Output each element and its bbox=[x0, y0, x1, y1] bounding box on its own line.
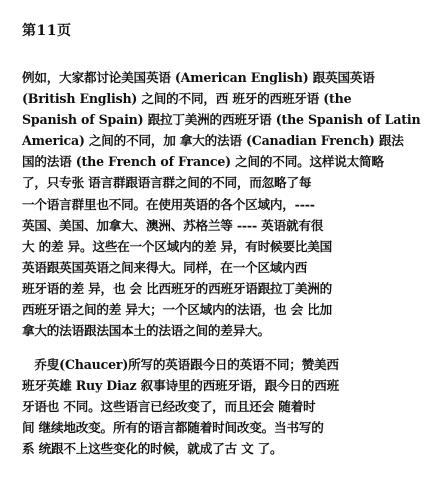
text-line: 英语跟英国英语之间来得大。同样，在一个区域内西 bbox=[22, 259, 308, 275]
text-line: 班牙语的差 异，也 会 比西班牙的西班牙语跟拉丁美洲的 bbox=[22, 280, 333, 296]
text-line: 大 的差 异。这些在一个区域内的差 异，有时候要比美国 bbox=[22, 238, 333, 254]
text-line: Spanish of Spain) 跟拉丁美洲的西班牙语 (the Spanish of Latin bbox=[22, 112, 421, 128]
paragraph-1 bbox=[22, 67, 421, 341]
text-line: 系 统跟不上这些变化的时候，就成了古 文 了。 bbox=[22, 441, 283, 457]
text-line: 拿大的法语跟法国本土的法语之间的差异大。 bbox=[22, 323, 270, 339]
text-line: 例如，大家都讨论美国英语 (American English) 跟英国英语 bbox=[22, 70, 375, 85]
paragraph-2 bbox=[22, 354, 412, 459]
text-line: 牙语也 不同。这些语言已经改变了，而且还会 随着时 bbox=[22, 399, 316, 415]
text-line: 乔叟(Chaucer)所写的英语跟今日的英语不同；赞美西 bbox=[22, 357, 339, 372]
text-line: 间 继续地改变。所有的语言都随着时间改变。当书写的 bbox=[22, 420, 324, 436]
text-line: 西班牙语之间的差 异大；一个区域内的法语，也 会 比加 bbox=[22, 302, 333, 318]
text-line: America) 之间的不同，加 拿大的法语 (Canadian French) 跟法 bbox=[22, 133, 404, 149]
text-line: 一个语言群里也不同。在使用英语的各个区域内，---- bbox=[22, 196, 315, 212]
text-line: 了，只专张 语言群跟语言群之间的不同，而忽略了每 bbox=[22, 175, 312, 191]
text-line: (British English) 之间的不同，西 班牙的西班牙语 (the bbox=[22, 91, 352, 107]
text-line: 班牙英雄 Ruy Diaz 叙事诗里的西班牙语，跟今日的西班 bbox=[22, 378, 339, 394]
text-line: 英国、美国、加拿大、澳洲、苏格兰等 ---- 英语就有很 bbox=[22, 217, 324, 233]
page-number-label: 第11页 bbox=[22, 23, 72, 39]
text-line: 国的法语 (the French of France) 之间的不同。这样说太简略 bbox=[22, 154, 384, 170]
